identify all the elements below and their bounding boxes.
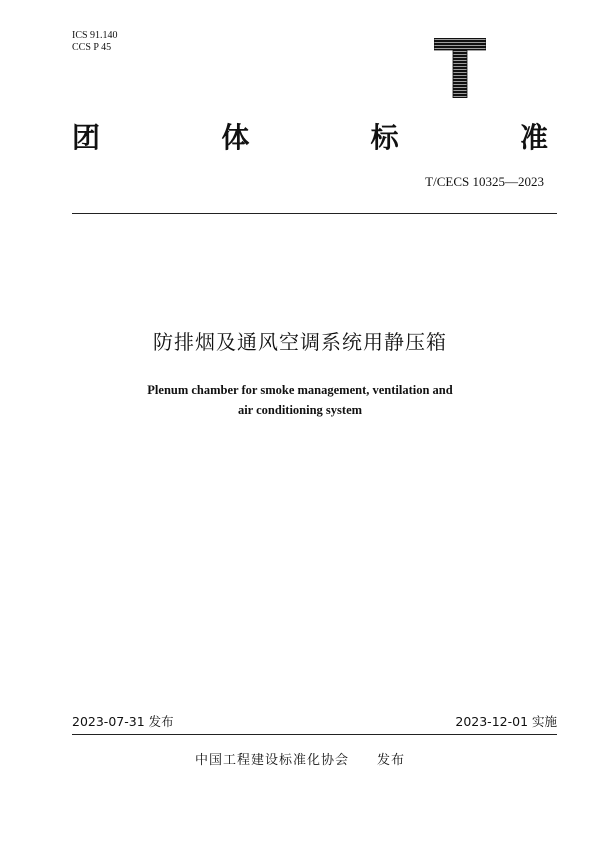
title-english-line2: air conditioning system: [237, 403, 363, 417]
effective-date: 2023-12-01 实施: [455, 714, 557, 729]
ccs-code: CCS P 45: [72, 42, 112, 53]
category-char: 准: [519, 121, 548, 154]
top-divider: [72, 213, 557, 214]
title-chinese: 防排烟及通风空调系统用静压箱: [153, 330, 447, 354]
category-char: 标: [370, 121, 399, 154]
publisher-line: [0, 752, 600, 770]
standard-code: T/CECS 10325—2023: [425, 174, 544, 189]
bottom-divider: [72, 734, 557, 735]
title-english-line1: Plenum chamber for smoke management, ventilation and: [147, 383, 453, 397]
publisher-name: 中国工程建设标准化协会: [194, 753, 349, 768]
category-char: 体: [221, 121, 250, 154]
ics-code: ICS 91.140: [72, 30, 118, 41]
standard-category: [72, 118, 548, 158]
issue-date: 2023-07-31 发布: [72, 714, 174, 729]
standard-type-logo: [434, 38, 486, 98]
title-english: [0, 380, 600, 420]
classification-block: [72, 30, 118, 54]
category-char: 团: [72, 121, 101, 154]
publisher-action: 发布: [377, 753, 406, 768]
